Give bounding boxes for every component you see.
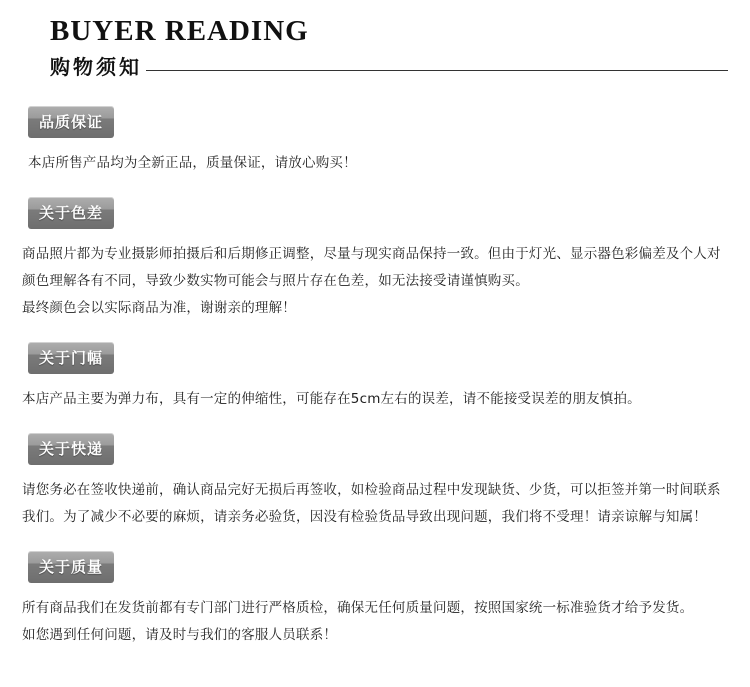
section-shipping bbox=[22, 433, 728, 531]
page-title-row bbox=[50, 51, 728, 80]
paragraph: 请您务必在签收快递前，确认商品完好无损后再签收，如检验商品过程中发现缺货、少货，可以拒签并第一时间联系我们。为了减少不必要的麻烦，请亲务必验货，因没有检验货品导致出现问题，我们将不受理！请亲谅解与知属！ bbox=[22, 481, 721, 525]
section-tag: 关于质量 bbox=[28, 551, 114, 583]
section-width bbox=[22, 342, 728, 413]
paragraph: 所有商品我们在发货前都有专门部门进行严格质检，确保无任何质量问题，按照国家统一标准验货才给予发货。 bbox=[22, 599, 694, 616]
paragraph: 商品照片都为专业摄影师拍摄后和后期修正调整，尽量与现实商品保持一致。但由于灯光、显示器色彩偏差及个人对颜色理解各有不同，导致少数实物可能会与照片存在色差，如无法接受请谨慎购买。 bbox=[22, 245, 721, 289]
section-body bbox=[22, 595, 728, 649]
section-body bbox=[22, 150, 728, 177]
page-header bbox=[22, 0, 728, 80]
section-body bbox=[22, 477, 728, 531]
paragraph: 如您遇到任何问题，请及时与我们的客服人员联系！ bbox=[22, 626, 338, 643]
paragraph: 最终颜色会以实际商品为准，谢谢亲的理解！ bbox=[22, 299, 296, 316]
section-tag: 关于色差 bbox=[28, 197, 114, 229]
section-color-difference bbox=[22, 197, 728, 322]
header-divider bbox=[146, 70, 728, 71]
paragraph: 本店所售产品均为全新正品，质量保证，请放心购买！ bbox=[28, 154, 357, 171]
section-tag: 关于快递 bbox=[28, 433, 114, 465]
paragraph: 本店产品主要为弹力布，具有一定的伸缩性，可能存在5cm左右的误差，请不能接受误差的朋友慎拍。 bbox=[22, 390, 641, 407]
section-body bbox=[22, 241, 728, 322]
notice-sections bbox=[22, 106, 728, 649]
section-quality-guarantee bbox=[22, 106, 728, 177]
section-product-quality bbox=[22, 551, 728, 649]
section-body bbox=[22, 386, 728, 413]
section-tag: 关于门幅 bbox=[28, 342, 114, 374]
page-title-chinese: 购物须知 bbox=[50, 54, 142, 79]
page-title-english: BUYER READING bbox=[50, 15, 309, 47]
section-tag: 品质保证 bbox=[28, 106, 114, 138]
